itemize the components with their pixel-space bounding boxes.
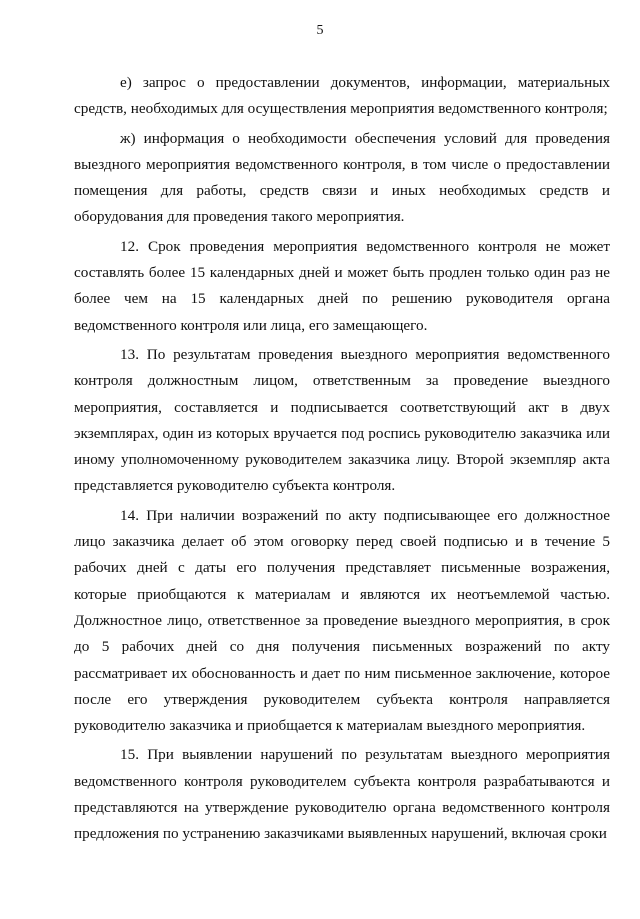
document-body bbox=[74, 70, 610, 851]
page-number: 5 bbox=[316, 23, 324, 38]
paragraph-12-duration: 12. Срок проведения мероприятия ведомственного контроля не может составлять более 15 календарных дней и может быть продлен только один раз не более чем на 15 календарных дней по решению руководителя органа ведомственного контроля или лица, его замещающего. bbox=[74, 237, 610, 334]
paragraph-e-document-request: е) запрос о предоставлении документов, информации, материальных средств, необходимых для осуществления мероприятия ведомственного контроля; bbox=[74, 74, 610, 118]
paragraph-15-violations: 15. При выявлении нарушений по результатам выездного мероприятия ведомственного контроля руководителем субъекта контроля разрабатываются и представляются на утверждение руководителю органа ведомственного контроля предложения по устранению заказчиками выявленных нарушений, включая сроки bbox=[74, 746, 610, 843]
paragraph-14-objections: 14. При наличии возражений по акту подписывающее его должностное лицо заказчика делает об этом оговорку перед своей подписью и в течение 5 рабочих дней с даты его получения представляет письменные возражения, которые приобщаются к материалам и являются их неотъемлемой частью. Должностное лицо, ответственное за проведение выездного мероприятия, в срок до 5 рабочих дней со дня получения письменных возражений по акту рассматривает их обоснованность и дает по ним письменное заключение, которое после его утверждения руководителем субъекта контроля направляется руководителю заказчика и приобщается к материалам выездного мероприятия. bbox=[74, 506, 610, 735]
paragraph-zh-conditions-info: ж) информация о необходимости обеспечения условий для проведения выездного мероприятия ведомственного контроля, в том числе о предоставлении помещения для работы, средств связи и иных необходимых средств и оборудования для проведения такого мероприятия. bbox=[74, 129, 610, 226]
paragraph-13-act: 13. По результатам проведения выездного мероприятия ведомственного контроля должностным лицом, ответственным за проведение выездного мероприятия, составляется и подписывается соответствующий акт в двух экземплярах, один из которых вручается под роспись руководителю заказчика или иному уполномоченному руководителем заказчика лицу. Второй экземпляр акта представляется руководителю субъекта контроля. bbox=[74, 345, 610, 495]
